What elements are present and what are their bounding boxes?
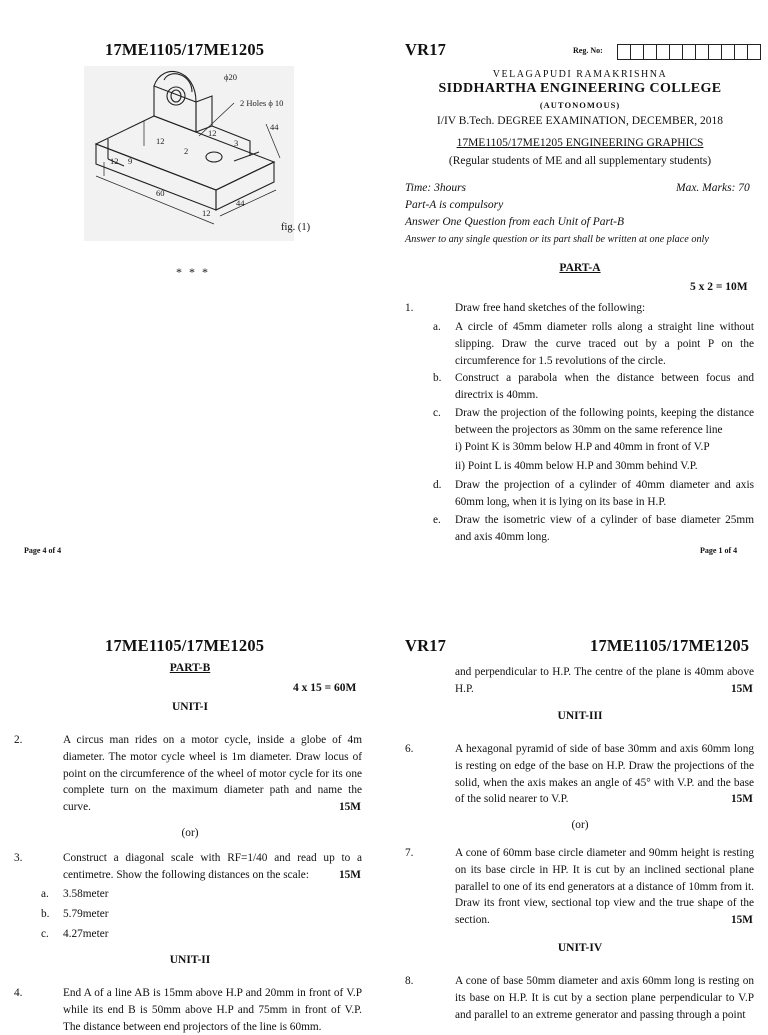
q1c-point-l: ii) Point L is 40mm below H.P and 30mm behind V.P. <box>455 460 698 472</box>
q1-text: Draw free hand sketches of the following: <box>455 302 646 314</box>
q1e-letter: e. <box>433 514 441 526</box>
q5-marks: 15M <box>731 683 753 695</box>
q1a-letter: a. <box>433 321 441 333</box>
q7-marks: 15M <box>731 914 753 926</box>
fig-label-2: 2 <box>184 146 189 156</box>
q1d-letter: d. <box>433 479 442 491</box>
max-marks-label: Max. Marks: 70 <box>676 182 750 194</box>
q7-number: 7. <box>405 847 414 859</box>
page3-code-header: 17ME1105/17ME1205 <box>590 636 750 655</box>
isometric-figure-drawing <box>84 66 294 241</box>
q1c-point-k: i) Point K is 30mm below H.P and 40mm in front of V.P <box>455 441 710 453</box>
q1c-text: Draw the projection of the following points, keeping the distance between the projectors as 30mm on the same reference line <box>455 407 754 436</box>
unit-3-heading: UNIT-III <box>557 710 603 722</box>
fig-label-12-bottom: 12 <box>202 208 211 218</box>
page4-footer: Page 4 of 4 <box>24 546 62 555</box>
q1b-letter: b. <box>433 372 442 384</box>
unit-1-heading: UNIT-I <box>171 701 208 713</box>
q6-text: A hexagonal pyramid of side of base 30mm and axis 60mm long is resting on edge of the base on H.P. Draw the projections of the solid, when the axis makes an angle of 45° with V.P. and the base of the solid nearer to V.P. <box>455 743 754 806</box>
q8-text: A cone of base 50mm diameter and axis 60mm long is resting on its base on H.P. It is cut by a section plane perpendicular to V.P and parallel to an extreme generator and passing through a point <box>455 975 754 1021</box>
fig-label-44-bottom: 44 <box>236 198 245 208</box>
time-label: Time: 3hours <box>405 182 467 194</box>
isometric-figure <box>84 66 294 241</box>
q3a-value: 3.58meter <box>63 888 109 900</box>
or-separator-2: (or) <box>571 819 589 831</box>
instruction-one-place: Answer to any single question or its part shall be written at one place only <box>405 234 709 245</box>
part-a-heading: PART-A <box>559 262 601 274</box>
unit-4-heading: UNIT-IV <box>557 942 603 954</box>
q1a-text: A circle of 45mm diameter rolls along a straight line without slipping. Draw the curve traced out by a point P on the circumference for 1.5 revolutions of the circle. <box>455 321 754 367</box>
q6-number: 6. <box>405 743 414 755</box>
q3b-value: 5.79meter <box>63 908 109 920</box>
page1-vr-label: VR17 <box>405 40 447 59</box>
fig-label-9: 9 <box>128 156 133 166</box>
exam-title: I/IV B.Tech. DEGREE EXAMINATION, DECEMBER, 2018 <box>436 115 724 127</box>
college-name-line2: SIDDHARTHA ENGINEERING COLLEGE <box>438 81 722 96</box>
unit-2-heading: UNIT-II <box>169 954 211 966</box>
fig-label-12-left: 12 <box>156 136 165 146</box>
instruction-compulsory: Part-A is compulsory <box>405 199 504 211</box>
or-separator-1: (or) <box>181 827 199 839</box>
end-stars: * * * <box>176 265 210 279</box>
q3b-letter: b. <box>41 908 50 920</box>
q1e-text: Draw the isometric view of a cylinder of base diameter 25mm and axis 40mm long. <box>455 514 754 543</box>
fig-label-44-right: 44 <box>270 122 279 132</box>
fig-label-12-mid: 12 <box>208 128 217 138</box>
instruction-one-question: Answer One Question from each Unit of Part-B <box>405 216 625 228</box>
q6-marks: 15M <box>731 793 753 805</box>
reg-no-boxes <box>618 44 761 60</box>
q4-text: End A of a line AB is 15mm above H.P and 20mm in front of V.P while its end B is 50mm above H.P and 75mm in front of V.P. The distance between end projectors of the line is 60mm. <box>63 987 362 1033</box>
q1-number: 1. <box>405 302 414 314</box>
fig-label-3: 3 <box>234 138 239 148</box>
fig-label-60: 60 <box>156 188 165 198</box>
q3-text: Construct a diagonal scale with RF=1/40 and read up to a centimetre. Show the following distances on the scale: <box>63 852 362 881</box>
q5-continued-text: and perpendicular to H.P. The centre of the plane is 40mm above H.P. <box>455 666 754 695</box>
q1d-text: Draw the projection of a cylinder of 40mm diameter and axis 60mm long, when it is lying on its base in H.P. <box>455 479 754 508</box>
page3-vr-label: VR17 <box>405 636 447 655</box>
q3-marks: 15M <box>339 869 361 881</box>
fig-label-dia20: ϕ20 <box>224 72 237 82</box>
reg-no-label: Reg. No: <box>573 46 603 55</box>
part-b-marks: 4 x 15 = 60M <box>293 682 357 694</box>
part-a-marks: 5 x 2 = 10M <box>690 281 748 293</box>
q1c-letter: c. <box>433 407 441 419</box>
q8-number: 8. <box>405 975 414 987</box>
q3a-letter: a. <box>41 888 49 900</box>
fig-label-12-front: 12 <box>110 156 119 166</box>
fig-label-holes: 2 Holes ϕ 10 <box>240 98 284 108</box>
figure-caption: fig. (1) <box>281 222 311 233</box>
autonomous-label: (AUTONOMOUS) <box>539 100 621 110</box>
page4-code-header: 17ME1105/17ME1205 <box>105 40 265 59</box>
q3-number: 3. <box>14 852 23 864</box>
q7-text: A cone of 60mm base circle diameter and 90mm height is resting on its base circle in HP. It is cut by an inclined sectional plane parallel to one of its end generators at a distance of 10mm from it. Draw its front view, sectional top view and the true shape of the section. <box>455 847 754 927</box>
q2-marks: 15M <box>339 801 361 813</box>
q2-text: A circus man rides on a motor cycle, inside a globe of 4m diameter. The motor cycle wheel is 1m diameter. Draw locus of point on the circumference of the wheel of motor cycle for its one complete turn on the maximum diameter path and name the curve. <box>63 734 362 814</box>
page2-code-header: 17ME1105/17ME1205 <box>105 636 265 655</box>
part-b-heading: PART-B <box>169 662 211 674</box>
college-name-line1: VELAGAPUDI RAMAKRISHNA <box>492 69 668 80</box>
q3c-value: 4.27meter <box>63 928 109 940</box>
q4-number: 4. <box>14 987 23 999</box>
students-note: (Regular students of ME and all supplementary students) <box>448 155 712 167</box>
q1b-text: Construct a parabola when the distance between focus and directrix is 40mm. <box>455 372 754 401</box>
q3c-letter: c. <box>41 928 49 940</box>
course-title: 17ME1105/17ME1205 ENGINEERING GRAPHICS <box>456 137 704 149</box>
page1-footer: Page 1 of 4 <box>700 546 738 555</box>
q2-number: 2. <box>14 734 23 746</box>
